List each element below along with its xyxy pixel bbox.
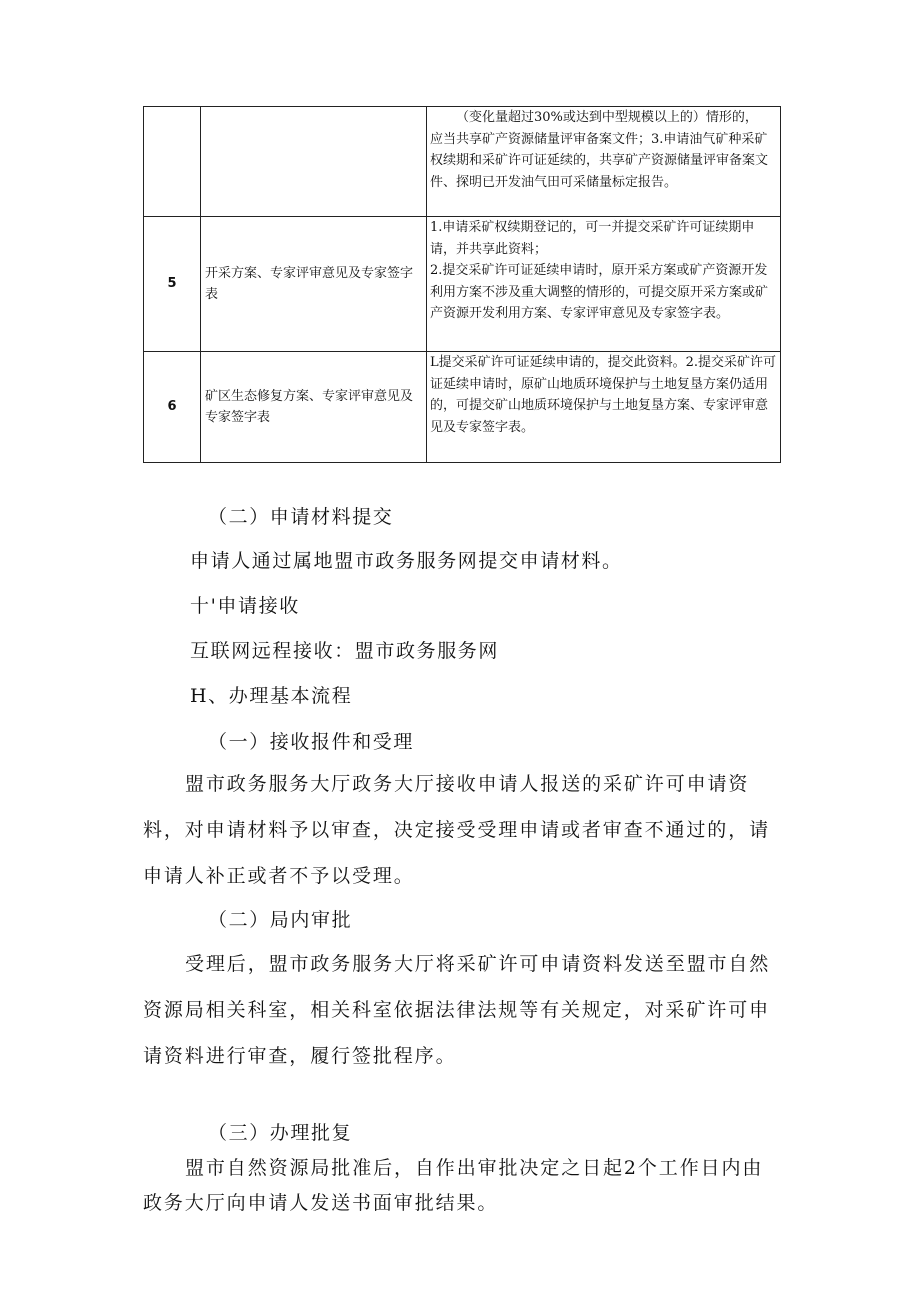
material-description bbox=[427, 107, 781, 217]
section-paragraph: 盟市自然资源局批准后，自作出审批决定之日起2个工作日内由政务大厅向申请人发送书面审批结果。 bbox=[143, 1157, 764, 1214]
section-paragraph: 受理后，盟市政务服务大厅将采矿许可申请资料发送至盟市自然资源局相关科室，相关科室依据法律法规等有关规定，对采矿许可申请资料进行审查，履行签批程序。 bbox=[143, 953, 771, 1067]
section-paragraph: 盟市政务服务大厅政务大厅接收申请人报送的采矿许可申请资料，对申请材料予以审查，决定接受受理申请或者审查不通过的，请申请人补正或者不予以受理。 bbox=[143, 773, 771, 887]
section-text: 互联网远程接收：盟市政务服务网 bbox=[190, 640, 500, 662]
section-text: 申请人通过属地盟市政务服务网提交申请材料。 bbox=[190, 550, 623, 572]
material-name: 开采方案、专家评审意见及专家签字表 bbox=[201, 217, 427, 352]
row-number: 6 bbox=[144, 352, 201, 463]
description-paragraph: 2.提交采矿许可证延续申请时，原开采方案或矿产资源开发利用方案不涉及重大调整的情形的，可提交原开采方案或矿产资源开发利用方案、专家评审意见及专家签字表。 bbox=[430, 263, 769, 321]
description-paragraph: 应当共享矿产资源储量评审备案文件；3.申请油气矿种采矿权续期和采矿许可证延续的，共享矿产资源储量评审备案文件、探明已开发油气田可采储量标定报告。 bbox=[430, 131, 769, 190]
table-row bbox=[144, 107, 781, 217]
material-name bbox=[201, 107, 427, 217]
section-heading: （二）申请材料提交 bbox=[208, 506, 394, 528]
subsection-heading: （一）接收报件和受理 bbox=[208, 731, 415, 753]
description-paragraph: （变化量超过30%或达到中型规模以上的）情形的， bbox=[456, 110, 758, 125]
material-description bbox=[427, 217, 781, 352]
table-row bbox=[144, 352, 781, 463]
description-paragraph: L提交采矿许可证延续申请的，提交此资料。2.提交采矿许可证延续申请时，原矿山地质环境保护与土地复垦方案仍适用的，可提交矿山地质环境保护与土地复垦方案、专家评审意见及专家签字表。 bbox=[430, 355, 777, 435]
row-number bbox=[144, 107, 201, 217]
table-row bbox=[144, 217, 781, 352]
description-paragraph: 1.申请采矿权续期登记的，可一并提交采矿许可证续期申请，并共享此资料； bbox=[430, 220, 755, 257]
subsection-heading: （三）办理批复 bbox=[208, 1122, 353, 1144]
row-number: 5 bbox=[144, 217, 201, 352]
material-name: 矿区生态修复方案、专家评审意见及专家签字表 bbox=[201, 352, 427, 463]
section-heading: 十'申请接收 bbox=[190, 595, 300, 617]
material-description bbox=[427, 352, 781, 463]
subsection-heading: （二）局内审批 bbox=[208, 909, 353, 931]
section-heading: H、办理基本流程 bbox=[190, 685, 353, 707]
materials-table bbox=[143, 106, 781, 463]
